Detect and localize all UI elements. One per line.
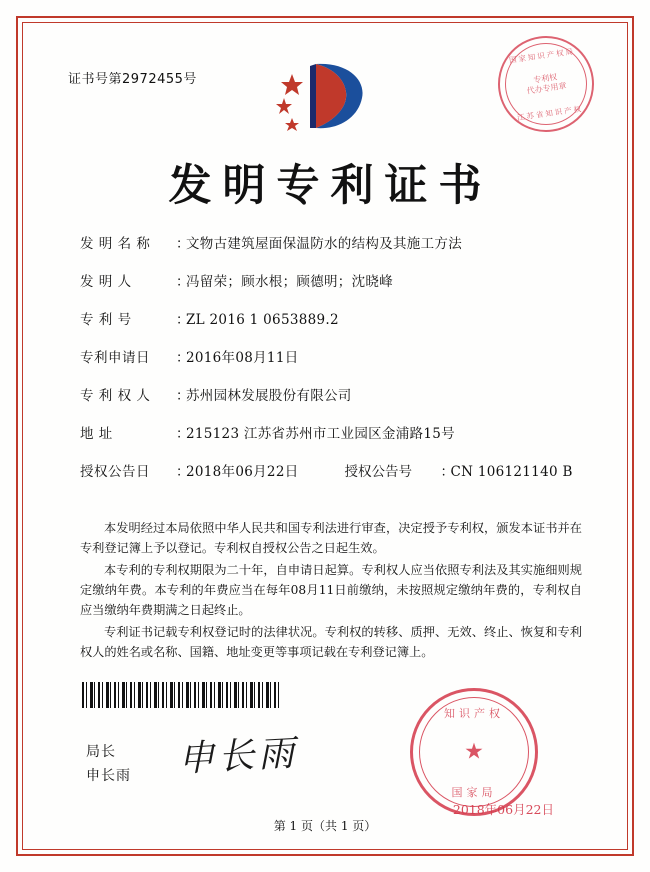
legal-paragraph-1: 本发明经过本局依照中华人民共和国专利法进行审查，决定授予专利权，颁发本证书并在专利登记簿上予以登记。专利权自授权公告之日起生效。 [80,521,582,555]
field-value-grant-date: 2018年06月22日 [186,464,299,480]
signature-block [86,740,131,788]
field-value-patentee: 苏州园林发展股份有限公司 [186,388,352,404]
signature-role: 局长 [86,744,116,760]
field-label-application-date: 专利申请日 [80,350,150,366]
seal-top-arc-top-text: 国家知识产权局 [508,46,576,65]
field-value-invention-name: 文物古建筑屋面保温防水的结构及其施工方法 [186,236,462,252]
field-value-grant-number: CN 106121140 B [450,464,573,480]
barcode [82,682,280,708]
field-row-address [80,422,580,442]
star-icon: ★ [464,739,484,765]
seal-bottom-arc-bottom-text: 国家局 [451,786,497,799]
field-row-invention-name [80,232,580,252]
field-value-patent-number: ZL 2016 1 0653889.2 [186,312,339,328]
certificate-number: 证书号第2972455号 [68,72,197,87]
seal-top-core-line2: 代办专用章 [526,81,568,96]
field-row-patentee [80,384,580,404]
field-colon: ： [176,426,190,442]
field-colon: ： [176,274,190,290]
field-row-patent-number [80,308,580,328]
page-footer: 第 1 页（共 1 页） [273,819,377,833]
fields-list [80,232,580,498]
seal-bottom-stamp [410,688,538,816]
corner-ornament-top-right [600,16,634,50]
legal-body-text [80,518,582,664]
field-colon: ： [440,464,455,480]
field-label-inventors: 发 明 人 [80,274,132,290]
seal-top-arc-bottom-text: 江苏省知识产权 [516,104,584,123]
field-label-address: 地 址 [80,426,113,442]
signature-name: 申长雨 [86,768,131,784]
field-label-grant-number: 授权公告号 [344,464,413,480]
field-colon: ： [176,350,190,366]
field-value-address: 215123 江苏省苏州市工业园区金浦路15号 [186,426,455,442]
field-label-invention-name: 发 明 名 称 [80,236,151,252]
field-label-grant-date: 授权公告日 [80,464,150,480]
field-colon: ： [176,388,190,404]
handwritten-signature: 申长雨 [177,732,300,781]
field-label-patent-number: 专 利 号 [80,312,132,328]
field-row-grant-announcement [80,460,580,480]
seal-top-core-line1: 专利权 [532,72,558,85]
field-value-inventors: 冯留荣；顾水根；顾德明；沈晓峰 [186,274,393,290]
legal-paragraph-2: 本专利的专利权期限为二十年，自申请日起算。专利权人应当依照专利法及其实施细则规定缴纳年费。本专利的年费应当在每年08月11日前缴纳，未按照规定缴纳年费的，专利权自应当缴纳年费期满之日起终止。 [80,563,582,617]
field-label-patentee: 专 利 权 人 [80,388,151,404]
field-colon: ： [176,312,190,328]
field-colon: ： [176,464,190,480]
seal-date: 2018年06月22日 [452,802,554,817]
field-value-application-date: 2016年08月11日 [186,350,299,366]
field-colon: ： [176,236,190,252]
page-title: 发明专利证书 [168,161,493,211]
legal-paragraph-3: 专利证书记载专利权登记时的法律状况。专利权的转移、质押、无效、终止、恢复和专利权人的姓名或名称、国籍、地址变更等事项记载在专利登记簿上。 [80,625,582,659]
patent-office-logo-icon [270,56,380,138]
field-row-application-date [80,346,580,366]
corner-ornament-top-left [16,16,50,50]
seal-bottom-arc-top-text: 知识产权 [444,707,504,720]
field-row-inventors [80,270,580,290]
